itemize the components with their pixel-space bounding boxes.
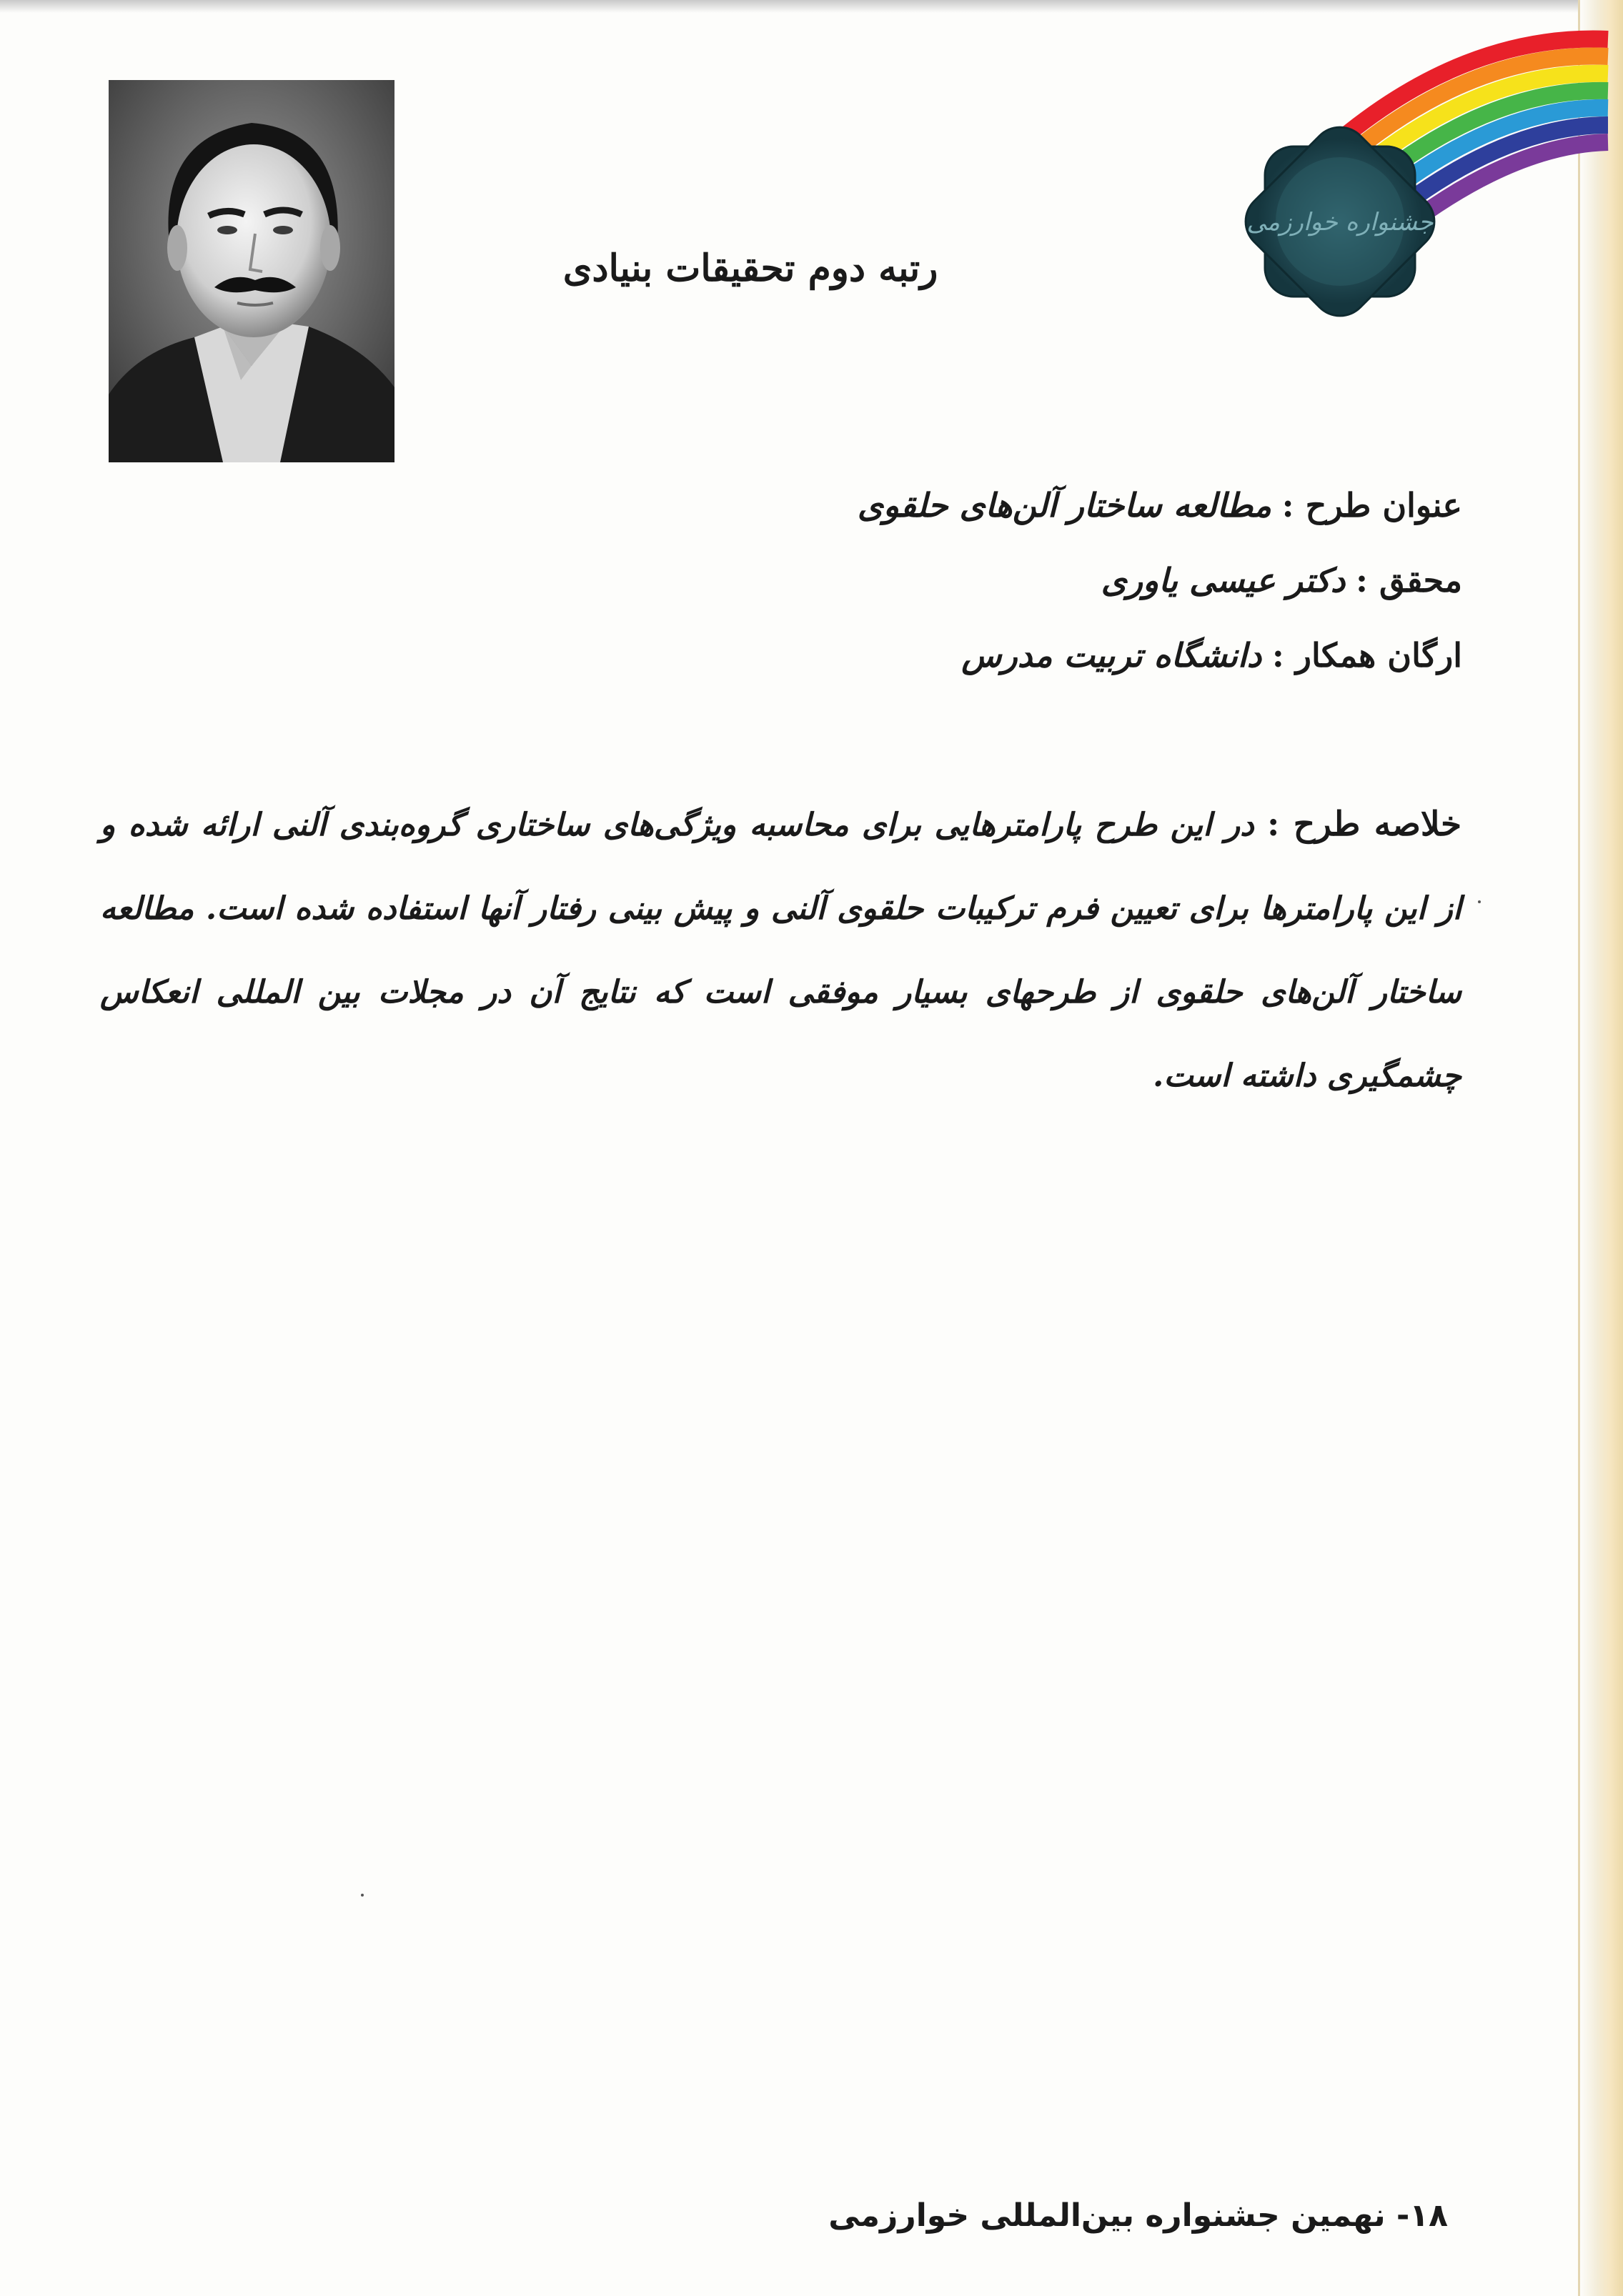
project-summary	[100, 782, 1461, 1118]
scan-speck	[1478, 900, 1481, 903]
organization-field	[961, 636, 1462, 675]
festival-logo	[1208, 18, 1619, 389]
summary-text: در این طرح پارامترهایی برای محاسبه ویژگی‌های ساختاری گروه‌بندی آلنی ارائه شده و از این پارامترها برای تعیین فرم ترکیبات حلقوی آلنی و پیش بینی رفتار آنها استفاده شده است. مطالعه ساختار آلن‌های حلقوی از طرحهای بسیار موفقی است که نتایج آن در مجلات بین المللی انعکاس چشمگیری داشته است.	[100, 807, 1461, 1094]
scan-speck	[361, 1894, 364, 1897]
project-title-field	[858, 486, 1462, 525]
logo-calligraphy: جشنواره خوارزمی	[1246, 208, 1434, 237]
scan-top-edge	[0, 0, 1623, 13]
organization-label: ارگان همکار :	[1271, 636, 1462, 675]
summary-label: خلاصه طرح :	[1267, 805, 1461, 844]
project-title-label: عنوان طرح :	[1281, 486, 1462, 525]
researcher-photo	[109, 80, 394, 462]
page-title: رتبه دوم تحقیقات بنیادی	[562, 247, 938, 290]
researcher-value: دکتر عیسی یاوری	[1101, 561, 1346, 600]
organization-value: دانشگاه تربیت مدرس	[961, 636, 1262, 675]
researcher-field	[1101, 561, 1462, 600]
researcher-label: محقق :	[1356, 561, 1462, 600]
page-footer: ۱۸- نهمین جشنواره بین‌المللی خوارزمی	[828, 2197, 1448, 2234]
project-title-value: مطالعه ساختار آلن‌های حلقوی	[857, 486, 1272, 525]
